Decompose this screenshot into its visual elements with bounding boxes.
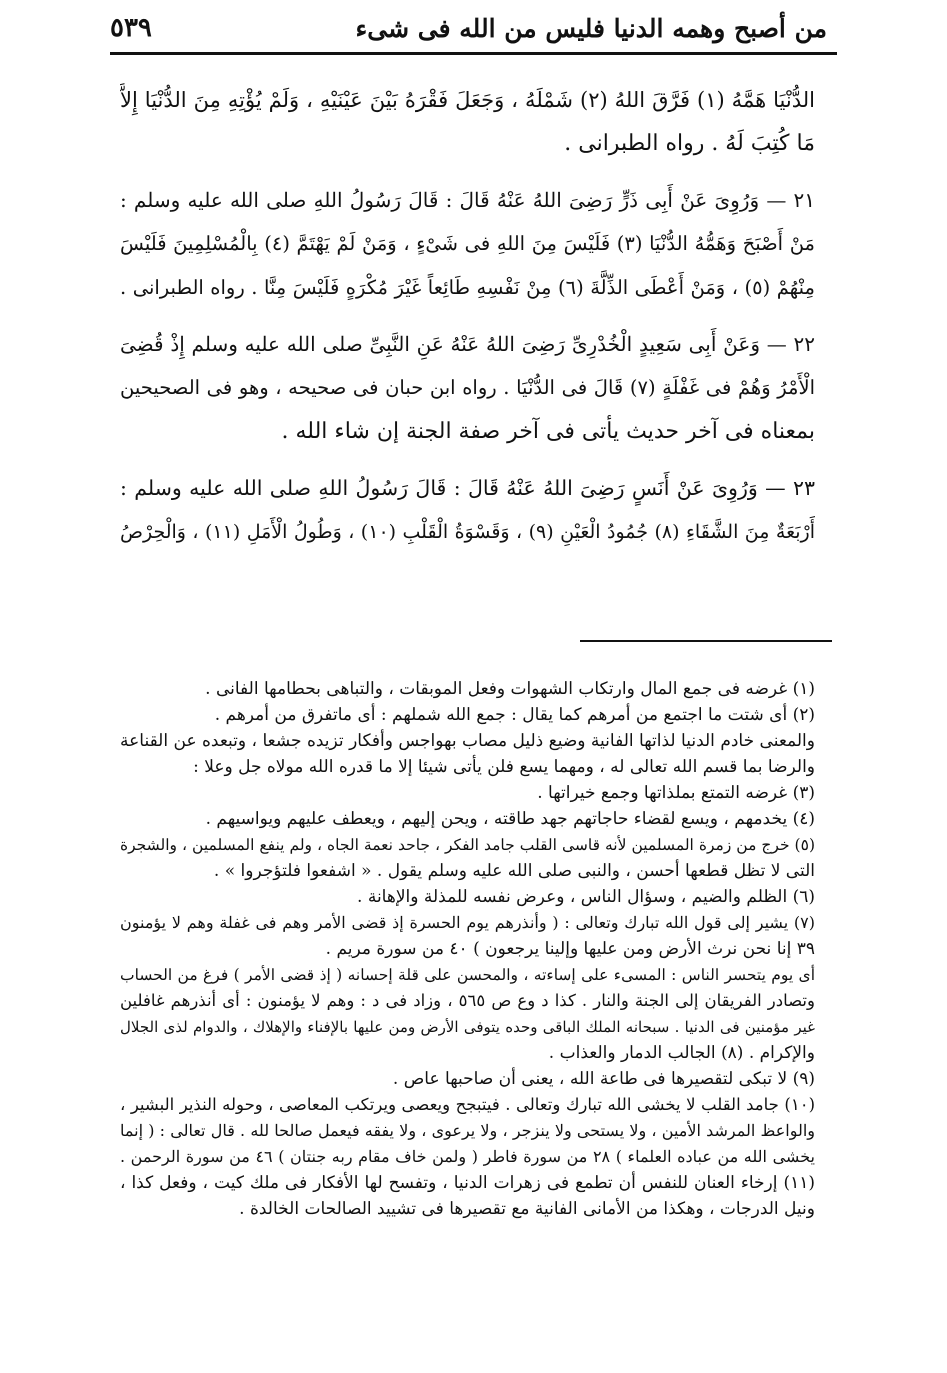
footnote-line: (٥) خرج من زمرة المسلمين لأنه قاسى القلب جامد الفكر ، جاحد نعمة الجاه ، ولم ينفع المسلمين ، والشجرة <box>120 836 815 854</box>
text-line: الْأَمْرُ وَهُمْ فى غَفْلَةٍ (٧) قَالَ فى الدُّنْيَا . رواه ابن حبان فى صحيحه ، وهو فى الصحيحين <box>120 376 815 399</box>
hadith-23-heading: ٢٣ — وَرُوِىَ عَنْ أَنَسٍ رَضِىَ اللهُ عَنْهُ قَالَ : قَالَ رَسُولُ اللهِ صلى الله عليه وسلم : <box>120 476 815 500</box>
footnote-line: (١١) إرخاء العنان للنفس أن تطمع فى زهرات الدنيا ، وتفسح لها الأفكار فى ملك كيت ، وفعل كذا ، <box>120 1173 815 1193</box>
text-line: الدُّنْيَا هَمَّهُ (١) فَرَّقَ اللهُ (٢) شَمْلَهُ ، وَجَعَلَ فَقْرَهُ بَيْنَ عَيْنَيْهِ ، وَلَمْ يُؤْتِهِ مِنَ الدُّنْيَا إِلاَّ <box>120 88 815 112</box>
footnotes <box>120 676 815 1222</box>
footnote-line: التى لا تظل قطعها أحسن ، والنبى صلى الله عليه وسلم يقول . « اشفعوا فلتؤجروا » . <box>213 861 815 881</box>
footnote-line: وتصادر الفريقان إلى الجنة والنار . كذا د وع ص ٥٦٥ ، وزاد فى د : وهم لا يؤمنون : أى أنذرهم غافلين <box>120 991 815 1010</box>
footnote-line: أى يوم يتحسر الناس : المسىء على إساءته ، والمحسن على قلة إحسانه ( إذ قضى الأمر ) فرغ من الحساب <box>120 966 815 984</box>
header-divider <box>110 52 837 55</box>
footnote-line: والرضا بما قسم الله تعالى له ، ومهما يسع فلن يأتى شيئا إلا ما قدره الله مولاه جل وعلا : <box>193 757 815 777</box>
footnote-line: والمعنى خادم الدنيا لذاتها الفانية وضيع ذليل مصاب بهواجس وأفكار تزيده جشعا ، وتبعده عن القناعة <box>120 731 815 751</box>
hadith-22-heading: ٢٢ — وَعَنْ أَبِى سَعِيدٍ الْخُدْرِىِّ رَضِىَ اللهُ عَنْهُ عَنِ النَّبِىِّ صلى الله عليه وسلم إِذْ قُضِىَ <box>120 332 815 356</box>
footnote-line: والواعظ المرشد الأمين ، ولا يستحى ولا ينزجر ، ولا يرعوى ، ولا يفقه فيعمل صالحا لله . قال تعالى : ( إنما <box>120 1121 815 1140</box>
footnote-line: (٦) الظلم والضيم ، وسؤال الناس ، وعرض نفسه للمذلة والإهانة . <box>357 887 815 907</box>
footnote-line: ونيل الدرجات ، وهكذا من الأمانى الفانية مع تقصيرها فى تشييد الصالحات الخالدة . <box>239 1199 815 1219</box>
footnote-line: (٣) غرضه التمتع بملذاتها وجمع خيراتها . <box>537 783 815 803</box>
running-title: من أصبح وهمه الدنيا فليس من الله فى شىء <box>355 13 827 43</box>
text-line: بمعناه فى آخر حديث يأتى فى آخر صفة الجنة إن شاء الله . <box>281 419 815 444</box>
main-text <box>120 78 815 554</box>
text-line: أَرْبَعَةٌ مِنَ الشَّقَاءِ (٨) جُمُودُ الْعَيْنِ (٩) ، وَقَسْوَةُ الْقَلْبِ (١٠) ، وَطُولُ الْأَمَلِ (١١) ، وَالْحِرْصُ <box>120 521 815 543</box>
footnote-line: غير مؤمنين فى الدنيا . سبحانه الملك الباقى وحده يتوفى الأرض ومن عليها بالإفناء والإهلاك ، والدوام لذى الجلال <box>120 1018 815 1036</box>
text-line: مَنْ أَصْبَحَ وَهَمُّهُ الدُّنْيَا (٣) فَلَيْسَ مِنَ اللهِ فى شَىْءٍ ، وَمَنْ لَمْ يَهْتَمَّ (٤) بِالْمُسْلِمِينَ فَلَيْسَ <box>120 232 815 255</box>
footnote-line: (١٠) جامد القلب لا يخشى الله تبارك وتعالى . فيتبجح ويعصى ويرتكب المعاصى ، وحوله النذير البشير ، <box>120 1095 815 1114</box>
page-header <box>110 8 827 48</box>
footnote-line: يخشى الله من عباده العلماء ) ٢٨ من سورة فاطر ( ولمن خاف مقام ربه جنتان ) ٤٦ من سورة الرحمن . <box>120 1147 815 1166</box>
hadith-21-heading: ٢١ — وَرُوِىَ عَنْ أَبِى ذَرٍّ رَضِىَ اللهُ عَنْهُ قَالَ : قَالَ رَسُولُ اللهِ صلى الله عليه وسلم : <box>120 188 815 212</box>
footnote-line: والإكرام . (٨) الجالب الدمار والعذاب . <box>548 1043 815 1063</box>
text-line: مِنْهُمْ (٥) ، وَمَنْ أَعْطَى الذِّلَّةَ (٦) مِنْ نَفْسِهِ طَائِعاً غَيْرَ مُكْرَهٍ فَلَيْسَ مِنَّا . رواه الطبرانى . <box>120 276 815 299</box>
footnote-divider <box>580 640 832 642</box>
page-number: ٥٣٩ <box>110 13 152 43</box>
footnote-line: (٧) يشير إلى قول الله تبارك وتعالى : ( وأنذرهم يوم الحسرة إذ قضى الأمر وهم فى غفلة وهم لا يؤمنون <box>120 913 815 932</box>
footnote-line: (٢) أى شتت ما اجتمع من أمرهم كما يقال : جمع الله شملهم : أى ماتفرق من أمرهم . <box>214 705 815 725</box>
text-line: مَا كُتِبَ لَهُ . رواه الطبرانى . <box>564 131 815 156</box>
footnote-line: (١) غرضه فى جمع المال وارتكاب الشهوات وفعل الموبقات ، والتباهى بحطامها الفانى . <box>205 679 815 699</box>
footnote-line: ٣٩ إنا نحن نرث الأرض ومن عليها وإلينا يرجعون ) ٤٠ من سورة مريم . <box>325 939 815 959</box>
footnote-line: (٤) يخدمهم ، ويسع لقضاء حاجاتهم جهد طاقته ، ويحن إليهم ، ويعطف عليهم ويواسيهم . <box>205 809 815 829</box>
footnote-line: (٩) لا تبكى لتقصيرها فى طاعة الله ، يعنى أن صاحبها عاص . <box>392 1069 815 1089</box>
